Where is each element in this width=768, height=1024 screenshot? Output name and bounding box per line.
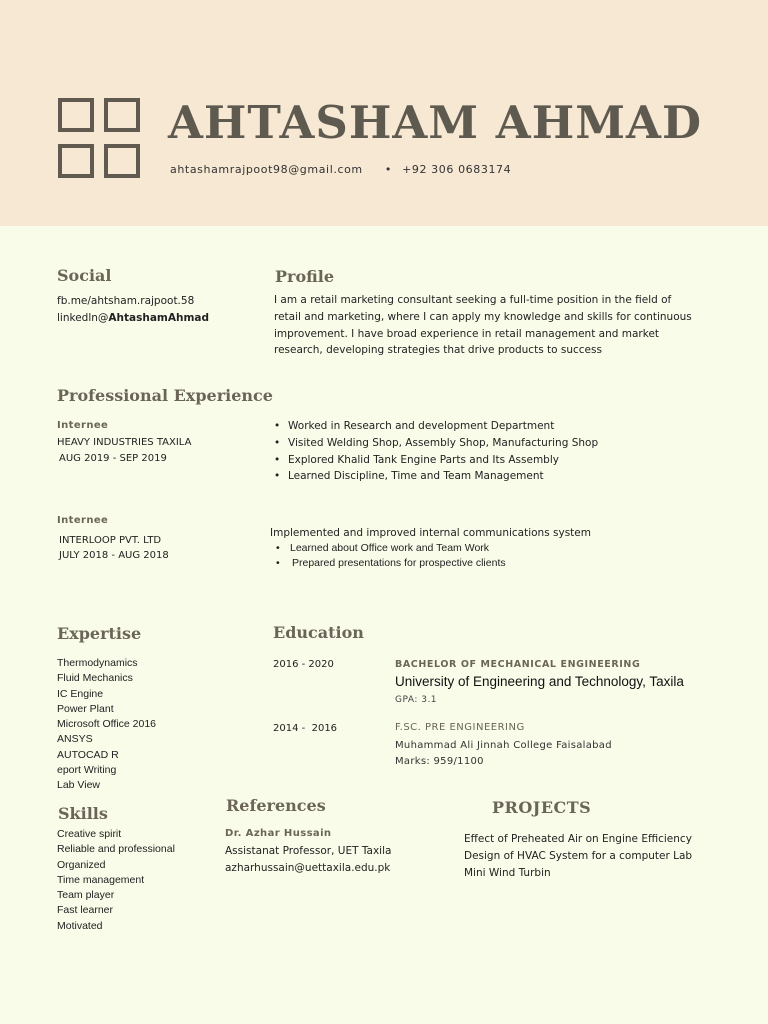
list-item: Design of HVAC System for a computer Lab xyxy=(464,849,693,862)
education-heading: Education xyxy=(273,623,364,642)
list-item: • Explored Khalid Tank Engine Parts and Its Assembly xyxy=(274,452,598,469)
list-item: Fluid Mechanics xyxy=(57,672,133,685)
projects-list xyxy=(464,831,692,881)
education-result: GPA: 3.1 xyxy=(395,695,438,705)
phone-text: +92 306 0683174 xyxy=(402,163,512,176)
profile-heading: Profile xyxy=(275,267,335,286)
job-intro: Implemented and improved internal communications system xyxy=(270,527,591,539)
list-item: Thermodynamics xyxy=(57,657,138,669)
list-item: Mini Wind Turbin xyxy=(464,866,551,879)
profile-line: research, developing strategies that drive products to success xyxy=(274,344,602,357)
reference-email: azharhussain@uettaxila.edu.pk xyxy=(225,862,391,874)
job-company: INTERLOOP PVT. LTD xyxy=(59,535,162,546)
profile-line: improvement. I have broad experience in retail management and market xyxy=(274,327,660,340)
expertise-list xyxy=(57,656,156,794)
social-heading: Social xyxy=(57,266,112,285)
projects-heading: PROJECTS xyxy=(492,798,592,817)
list-item: AUTOCAD R xyxy=(57,748,119,761)
linkedin-prefix: linkedln@ xyxy=(57,311,109,324)
list-item: • Learned Discipline, Time and Team Management xyxy=(274,468,598,485)
list-item: • Prepared presentations for prospective clients xyxy=(276,556,506,571)
list-item: • Worked in Research and development Department xyxy=(274,418,598,435)
profile-text xyxy=(274,292,692,359)
education-degree: BACHELOR OF MECHANICAL ENGINEERING xyxy=(395,659,641,670)
linkedin-link xyxy=(57,310,209,327)
job-bullets xyxy=(276,541,506,572)
list-item: Time management xyxy=(57,873,145,886)
list-item: IC Engine xyxy=(57,687,104,700)
expertise-heading: Expertise xyxy=(57,624,142,643)
education-degree: F.SC. PRE ENGINEERING xyxy=(395,722,525,733)
references-heading: References xyxy=(226,796,326,815)
list-item: Team player xyxy=(57,889,115,902)
reference-name: Dr. Azhar Hussain xyxy=(225,828,332,839)
list-item: • Visited Welding Shop, Assembly Shop, Manufacturing Shop xyxy=(274,435,598,452)
list-item: ANSYS xyxy=(57,733,93,746)
list-item: Fast learner xyxy=(57,904,114,917)
logo-icon xyxy=(58,98,142,182)
list-item: Lab View xyxy=(57,779,101,792)
list-item: Effect of Preheated Air on Engine Efficiency xyxy=(464,833,692,845)
list-item: Microsoft Office 2016 xyxy=(57,718,157,731)
job-company: HEAVY INDUSTRIES TAXILA xyxy=(57,437,192,448)
education-school: University of Engineering and Technology, Taxila xyxy=(395,674,684,689)
contact-line xyxy=(170,163,511,176)
profile-line: I am a retail marketing consultant seeking a full-time position in the field of xyxy=(274,294,672,306)
list-item: eport Writing xyxy=(57,764,117,777)
list-item: Creative spirit xyxy=(57,828,122,840)
education-result: Marks: 959/1100 xyxy=(395,756,484,767)
experience-heading: Professional Experience xyxy=(57,386,273,405)
skills-heading: Skills xyxy=(58,804,108,823)
job-role: Internee xyxy=(57,515,109,526)
education-years: 2014 - 2016 xyxy=(273,723,338,734)
email-text: ahtashamrajpoot98@gmail.com xyxy=(170,163,363,176)
list-item: Motivated xyxy=(57,919,103,932)
job-role: Internee xyxy=(57,420,109,431)
list-item: Reliable and professional xyxy=(57,843,175,856)
job-bullets xyxy=(274,418,598,485)
facebook-link: fb.me/ahtsham.rajpoot.58 xyxy=(57,295,195,307)
profile-line: retail and marketing, where I can apply my knowledge and skills for continuous xyxy=(274,310,692,323)
contact-separator: • xyxy=(384,163,392,176)
job-dates: JULY 2018 - AUG 2018 xyxy=(59,550,169,561)
education-school: Muhammad Ali Jinnah College Faisalabad xyxy=(395,740,612,751)
list-item: Organized xyxy=(57,858,106,871)
linkedin-handle: AhtashamAhmad xyxy=(108,311,210,324)
list-item: • Learned about Office work and Team Work xyxy=(276,541,506,556)
education-years: 2016 - 2020 xyxy=(273,659,334,670)
job-dates: AUG 2019 - SEP 2019 xyxy=(59,453,167,464)
skills-list xyxy=(57,827,175,934)
person-name: AHTASHAM AHMAD xyxy=(168,96,702,149)
social-links xyxy=(57,293,209,327)
list-item: Power Plant xyxy=(57,702,114,715)
reference-position: Assistanat Professor, UET Taxila xyxy=(225,845,392,857)
